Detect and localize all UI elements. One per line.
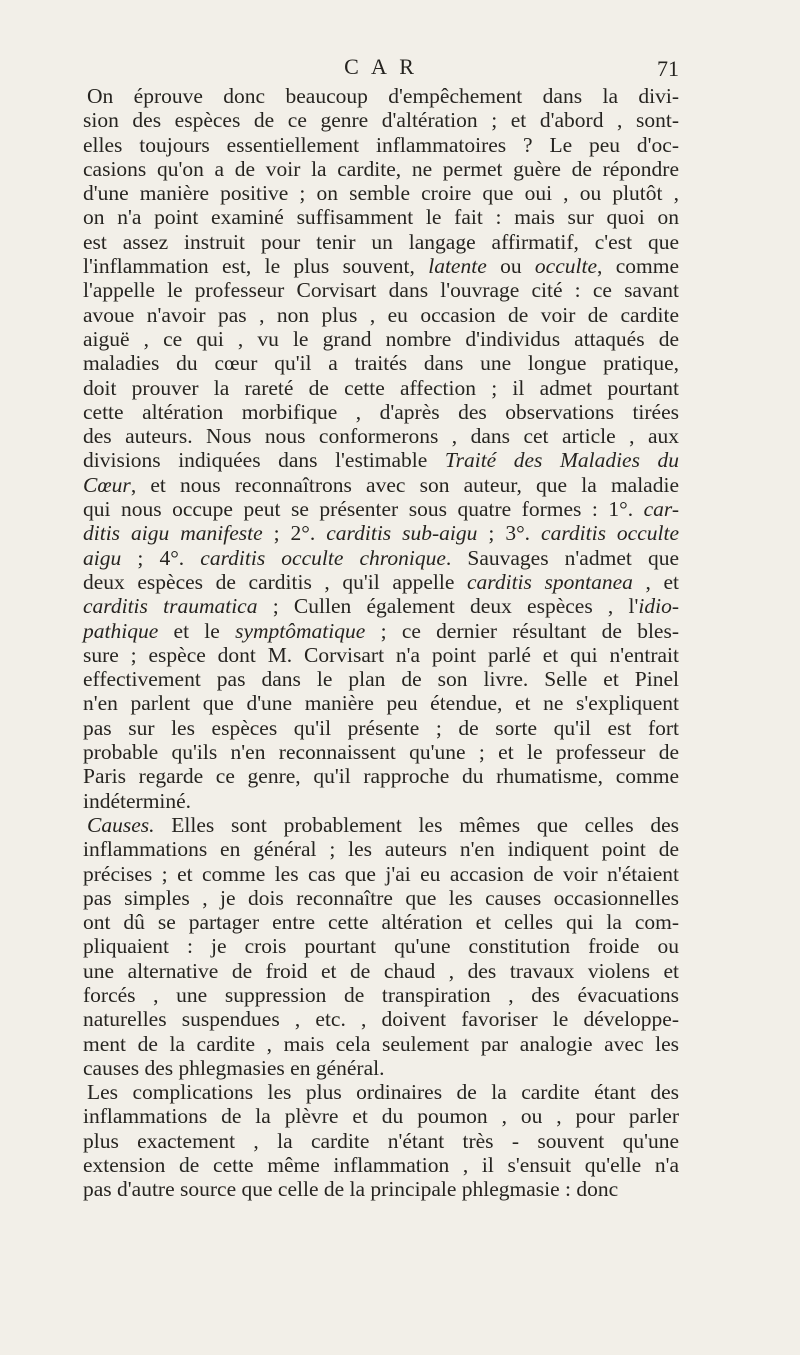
italic-text: carditis traumatica <box>83 594 258 619</box>
text-line <box>83 740 679 764</box>
text-line <box>83 619 679 643</box>
text-line <box>83 521 679 545</box>
italic-text: car- <box>643 497 679 522</box>
text-line <box>83 594 679 618</box>
roman-text: n'en parlent que d'une manière peu étendue, et ne s'expliquent <box>83 691 679 716</box>
roman-text: on n'a point examiné suffisamment le fait : mais sur quoi on <box>83 205 679 230</box>
text-line <box>83 886 679 910</box>
roman-text: indéterminé. <box>83 788 192 813</box>
roman-text: probable qu'ils n'en reconnaissent qu'une ; et le professeur de <box>83 740 679 765</box>
roman-text: inflammations de la plèvre et du poumon , ou , pour parler <box>83 1104 679 1129</box>
page-header <box>83 54 679 84</box>
roman-text: sure ; espèce dont M. Corvisart n'a point parlé et qui n'entrait <box>83 642 679 667</box>
roman-text: ment de la cardite , mais cela seulement par analogie avec les <box>83 1031 679 1056</box>
roman-text: sion des espèces de ce genre d'altération ; et d'abord , sont- <box>83 108 679 133</box>
roman-text: ; Cullen également deux espèces , l' <box>257 594 639 619</box>
roman-text: aiguë , ce qui , vu le grand nombre d'individus attaqués de <box>83 326 679 351</box>
roman-text: une alternative de froid et de chaud , des travaux violens et <box>83 958 679 983</box>
roman-text: . Sauvages n'admet que <box>445 545 679 570</box>
text-line <box>83 789 679 813</box>
text-line <box>83 934 679 958</box>
text-line <box>83 1129 679 1153</box>
roman-text: casions qu'on a de voir la cardite, ne permet guère de répondre <box>83 156 679 181</box>
roman-text: cette altération morbifique , d'après des observations tirées <box>83 399 679 424</box>
text-line <box>83 108 679 132</box>
italic-text: ditis aigu manifeste <box>83 521 263 546</box>
text-line <box>83 1080 679 1104</box>
roman-text: maladies du cœur qu'il a traités dans une longue pratique, <box>83 351 679 376</box>
italic-text: carditis sub-aigu <box>326 521 478 546</box>
roman-text: l'inflammation est, le plus souvent, <box>83 254 429 279</box>
running-head: C A R <box>344 54 418 79</box>
roman-text: pas sur les espèces qu'il présente ; de sorte qu'il est fort <box>83 715 679 740</box>
text-line <box>83 230 679 254</box>
roman-text: plus exactement , la cardite n'étant très - souvent qu'une <box>83 1128 679 1153</box>
roman-text: ont dû se partager entre cette altération et celles qui la com- <box>83 910 679 935</box>
roman-text: doit prouver la rareté de cette affection ; il admet pourtant <box>83 375 679 400</box>
text-line <box>83 497 679 521</box>
roman-text: avoue n'avoir pas , non plus , eu occasion de voir de cardite <box>83 302 679 327</box>
text-line <box>83 716 679 740</box>
roman-text: forcés , une suppression de transpiration , des évacuations <box>83 982 679 1007</box>
roman-text: pas d'autre source que celle de la principale phlegmasie : donc <box>83 1177 619 1202</box>
page-number: 71 <box>657 56 679 81</box>
roman-text: ou <box>486 254 535 279</box>
text-line <box>83 837 679 861</box>
roman-text: précises ; et comme les cas que j'ai eu accasion de voir n'étaient <box>83 861 679 886</box>
text-line <box>83 303 679 327</box>
text-line <box>83 813 679 837</box>
text-line <box>83 376 679 400</box>
italic-text: symptômatique <box>235 618 366 643</box>
italic-text: idio- <box>638 594 679 619</box>
text-line <box>83 327 679 351</box>
roman-text: deux espèces de carditis , qu'il appelle <box>83 569 467 594</box>
roman-text: elles toujours essentiellement inflammatoires ? Le peu d'oc- <box>83 132 679 157</box>
roman-text: ; 2°. <box>262 521 327 546</box>
italic-text: Traité des Maladies du <box>444 448 679 473</box>
roman-text: ; ce dernier résultant de bles- <box>365 618 679 643</box>
roman-text: d'une manière positive ; on semble croire que oui , ou plutôt , <box>83 181 679 206</box>
text-line <box>83 1007 679 1031</box>
text-line <box>83 691 679 715</box>
text-line <box>83 424 679 448</box>
italic-text: occulte <box>534 254 597 279</box>
italic-text: pathique <box>83 618 159 643</box>
roman-text: des auteurs. Nous nous conformerons , dans cet article , aux <box>83 424 679 449</box>
italic-text: carditis spontanea <box>467 569 633 594</box>
roman-text: divisions indiquées dans l'estimable <box>83 448 445 473</box>
roman-text: effectivement pas dans le plan de son livre. Selle et Pinel <box>83 667 679 692</box>
italic-text: Causes. <box>87 812 155 837</box>
text-line <box>83 1177 679 1201</box>
roman-text: pliquaient : je crois pourtant qu'une constitution froide ou <box>83 934 679 959</box>
text-line <box>83 764 679 788</box>
text-line <box>83 1153 679 1177</box>
roman-text: pas simples , je dois reconnaître que les causes occasionnelles <box>83 885 679 910</box>
roman-text: naturelles suspendues , etc. , doivent favoriser le développe- <box>83 1007 679 1032</box>
text-line <box>83 1032 679 1056</box>
body-text <box>83 84 679 1202</box>
italic-text: carditis occulte chronique <box>200 545 446 570</box>
text-line <box>83 643 679 667</box>
italic-text: latente <box>428 254 487 279</box>
text-line <box>83 157 679 181</box>
text-line <box>83 473 679 497</box>
roman-text: , comme <box>597 254 679 279</box>
roman-text: ; 3°. <box>477 521 542 546</box>
italic-text: aigu <box>83 545 122 570</box>
roman-text: Paris regarde ce genre, qu'il rapproche du rhumatisme, comme <box>83 764 679 789</box>
text-line <box>83 1056 679 1080</box>
roman-text: extension de cette même inflammation , il s'ensuit qu'elle n'a <box>83 1153 679 1178</box>
italic-text: carditis occulte <box>541 521 679 546</box>
roman-text: et le <box>158 618 236 643</box>
roman-text: ; 4°. <box>121 545 201 570</box>
text-line <box>83 351 679 375</box>
roman-text: , et <box>632 569 679 594</box>
roman-text: causes des phlegmasies en général. <box>83 1055 385 1080</box>
text-line <box>83 667 679 691</box>
text-line <box>83 133 679 157</box>
text-line <box>83 1104 679 1128</box>
roman-text: l'appelle le professeur Corvisart dans l'ouvrage cité : ce savant <box>83 278 679 303</box>
text-line <box>83 910 679 934</box>
text-line <box>83 546 679 570</box>
text-line <box>83 278 679 302</box>
text-line <box>83 205 679 229</box>
text-line <box>83 862 679 886</box>
text-line <box>83 570 679 594</box>
roman-text: , et nous reconnaîtrons avec son auteur, que la maladie <box>130 472 679 497</box>
italic-text: Cœur <box>83 472 131 497</box>
roman-text: On éprouve donc beaucoup d'empêchement dans la divi- <box>87 84 679 108</box>
text-line <box>83 983 679 1007</box>
text-line <box>83 959 679 983</box>
text-line <box>83 400 679 424</box>
roman-text: qui nous occupe peut se présenter sous quatre formes : 1°. <box>83 497 644 522</box>
roman-text: Les complications les plus ordinaires de la cardite étant des <box>87 1080 679 1105</box>
text-line <box>83 84 679 108</box>
text-line <box>83 448 679 472</box>
text-line <box>83 254 679 278</box>
roman-text: Elles sont probablement les mêmes que celles des <box>154 812 679 837</box>
text-line <box>83 181 679 205</box>
roman-text: est assez instruit pour tenir un langage affirmatif, c'est que <box>83 229 679 254</box>
roman-text: inflammations en général ; les auteurs n'en indiquent point de <box>83 837 679 862</box>
